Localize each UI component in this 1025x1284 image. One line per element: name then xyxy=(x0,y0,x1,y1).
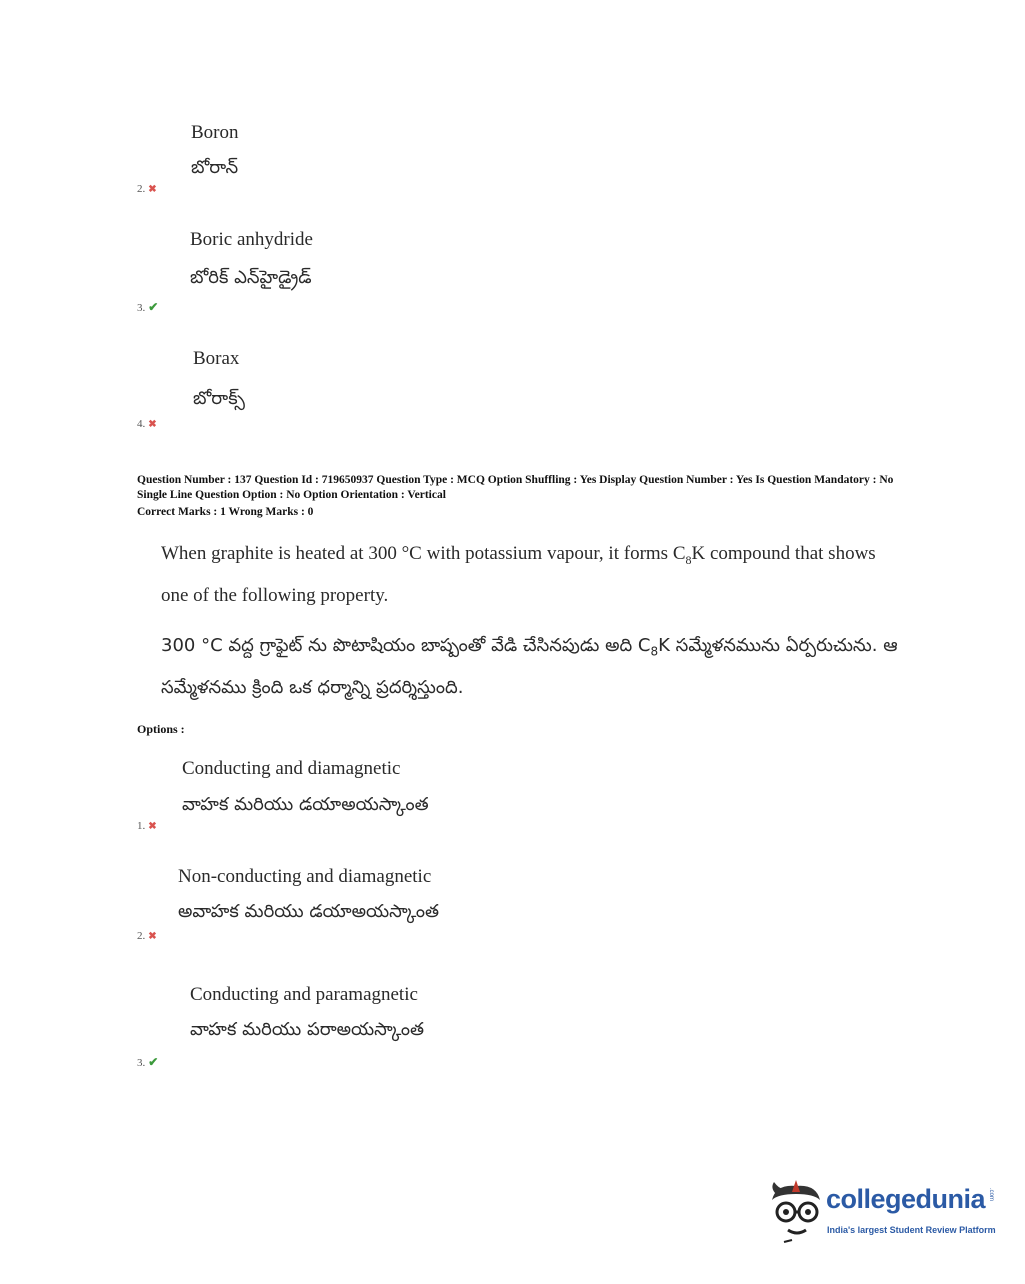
option-text-en: Borax xyxy=(193,348,240,369)
option-text-te: వాహక మరియు డయాఅయస్కాంత xyxy=(182,794,429,815)
option-number-label: 3. xyxy=(137,1057,146,1069)
question-text-en xyxy=(161,536,901,613)
option-number-label: 1. xyxy=(137,820,146,832)
option-text-en: Boron xyxy=(191,122,239,143)
option-text-en: Non-conducting and diamagnetic xyxy=(178,866,432,887)
question-meta-line: Question Number : 137 Question Id : 719650937 Question Type : MCQ Option Shuffling : Yes Display Question Number : Yes Is Question Mandatory : No Single Line Question Option : No Option Orientation : Vertical xyxy=(137,474,894,501)
question-marks-line: Correct Marks : 1 Wrong Marks : 0 xyxy=(137,506,314,518)
options-label: Options : xyxy=(137,722,185,736)
option-text-en: Boric anhydride xyxy=(190,229,313,250)
question-text-te xyxy=(161,628,901,705)
option-text-te: బోరిక్ ఎన్‌హైడ్రైడ్ xyxy=(190,267,312,288)
option-text-te: అవాహక మరియు డయాఅయస్కాంత xyxy=(178,901,439,922)
wrong-icon: ✖ xyxy=(148,931,157,942)
logo-domain: .com xyxy=(988,1188,994,1202)
question-text-te-part: 300 °C వద్ద గ్రాఫైట్ ను పొటాషియం బాష్పంతో వేడి చేసినపుడు అది C xyxy=(161,635,651,656)
option-number-label: 2. xyxy=(137,183,146,195)
logo-tagline: India's largest Student Review Platform xyxy=(827,1225,996,1235)
question-text-en-part: K compound that shows one of the following property. xyxy=(161,543,876,606)
question-meta xyxy=(137,473,897,520)
check-icon: ✔ xyxy=(148,1055,159,1069)
option-number xyxy=(137,300,158,315)
question-text-te-part: K సమ్మేళనమును ఏర్పరుచును. ఆ సమ్మేళనము క్రింది ఒక ధర్మాన్ని ప్రదర్శిస్తుంది. xyxy=(161,635,898,698)
question-text-en-part: When graphite is heated at 300 °C with potassium vapour, it forms C xyxy=(161,543,686,564)
wrong-icon: ✖ xyxy=(148,184,157,195)
option-number xyxy=(137,930,157,942)
option-number xyxy=(137,183,157,195)
collegedunia-logo xyxy=(766,1178,996,1248)
option-number xyxy=(137,418,157,430)
option-number xyxy=(137,1055,158,1070)
option-number-label: 3. xyxy=(137,302,146,314)
check-icon: ✔ xyxy=(148,300,159,314)
wrong-icon: ✖ xyxy=(148,419,157,430)
option-number-label: 2. xyxy=(137,930,146,942)
option-text-en: Conducting and paramagnetic xyxy=(190,984,418,1005)
wrong-icon: ✖ xyxy=(148,821,157,832)
subscript: 8 xyxy=(650,644,659,659)
mascot-icon xyxy=(766,1178,826,1248)
option-number xyxy=(137,820,157,832)
option-text-en: Conducting and diamagnetic xyxy=(182,758,401,779)
option-text-te: బోరాన్ xyxy=(191,157,239,178)
option-number-label: 4. xyxy=(137,418,146,430)
option-text-te: బోరాక్స్ xyxy=(193,388,245,409)
logo-name: collegedunia xyxy=(826,1184,986,1214)
subscript: 8 xyxy=(685,552,692,567)
option-text-te: వాహక మరియు పరాఅయస్కాంత xyxy=(190,1019,424,1040)
